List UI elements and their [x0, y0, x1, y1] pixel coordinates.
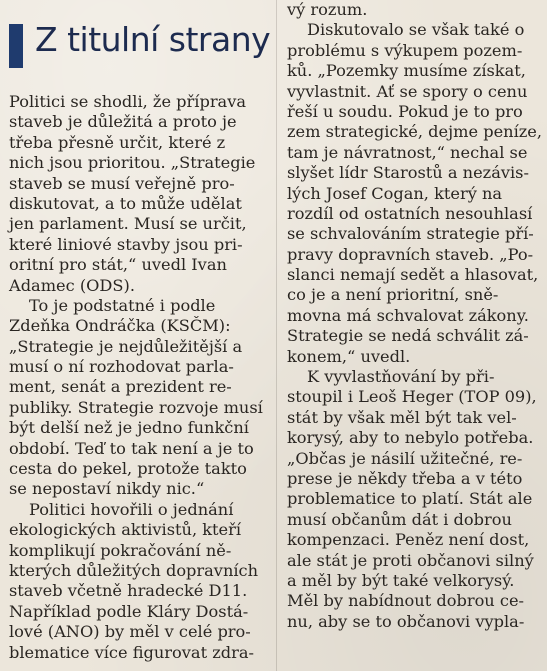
article-line: staveb je důležitá a proto je — [9, 112, 237, 132]
article-line: nich jsou prioritou. „Strategie — [9, 153, 256, 173]
heading-accent-bar — [9, 24, 23, 68]
article-line: musí občanům dát i dobrou — [287, 509, 512, 529]
article-line: komplikují pokračování ně- — [9, 540, 232, 560]
article-line: ekologických aktivistů, kteří — [9, 520, 242, 540]
article-line: slyšet lídr Starostů a nezávis- — [287, 163, 529, 183]
article-line: vyvlastnit. Ať se spory o cenu — [287, 81, 528, 101]
article-line: Politici hovořili o jednání — [29, 499, 234, 519]
article-line: staveb včetně hradecké D11. — [9, 581, 248, 601]
article-line: publiky. Strategie rozvoje musí — [9, 397, 263, 417]
article-line: třeba přesně určit, které z — [9, 132, 226, 152]
article-line: lové (ANO) by měl v celé pro- — [9, 622, 251, 642]
article-line: tam je návratnost,“ nechal se — [287, 142, 528, 162]
article-line: Adamec (ODS). — [9, 275, 135, 295]
section-title: Z titulní strany — [35, 20, 271, 59]
article-line: kterých důležitých dopravních — [9, 560, 259, 580]
article-line: lých Josef Cogan, který na — [287, 183, 503, 203]
article-line: se schvalováním strategie pří- — [287, 224, 534, 244]
article-line: ale stát je proti občanovi silný — [287, 550, 534, 570]
article-line: Například podle Kláry Dostá- — [9, 601, 249, 621]
article-line: rozdíl od ostatních nesouhlasí — [287, 203, 533, 223]
right-column — [287, 0, 543, 632]
article-line: K vyvlastňování by při- — [307, 367, 495, 387]
article-line: „Strategie je nejdůležitější a — [9, 336, 243, 356]
article-line: problematice to platí. Stát ale — [287, 489, 533, 509]
article-line: konem,“ uvedl. — [287, 346, 411, 366]
article-line: zem strategické, dejme peníze, — [287, 122, 543, 142]
article-line: se nepostaví nikdy nic.“ — [9, 479, 205, 499]
article-line: staveb se musí veřejně pro- — [9, 173, 235, 193]
section-heading — [9, 18, 271, 80]
article-line: Zdeňka Ondráčka (KSČM): — [9, 316, 231, 336]
article-line: prese je někdy třeba a v této — [287, 468, 523, 488]
article-line: řeší u soudu. Pokud je to pro — [287, 101, 523, 121]
article-line: ment, senát a prezident re- — [9, 377, 232, 397]
article-line: Politici se shodli, že příprava — [9, 92, 247, 111]
column-divider — [276, 0, 277, 671]
left-column — [9, 0, 271, 663]
article-line: a měl by být také velkorysý. — [287, 570, 515, 590]
article-line: ků. „Pozemky musíme získat, — [287, 61, 526, 81]
article-line: korysý, aby to nebylo potřeba. — [287, 428, 534, 448]
article-line: období. Teď to tak není a je to — [9, 438, 254, 458]
article-line: jen parlament. Musí se určit, — [9, 214, 247, 234]
article-line: movna má schvalovat zákony. — [287, 305, 529, 325]
article-line: pravy dopravních staveb. „Po- — [287, 244, 534, 264]
article-line: slanci nemají sedět a hlasovat, — [287, 265, 539, 285]
article-line: blematice více figurovat zdra- — [9, 642, 254, 662]
article-line: To je podstatné i podle — [29, 295, 216, 315]
article-line: být delší než je jedno funkční — [9, 418, 249, 438]
article-line: nu, aby se to občanovi vypla- — [287, 611, 525, 631]
article-line: vý rozum. — [287, 0, 368, 19]
article-line: diskutovat, a to může udělat — [9, 193, 242, 213]
article-line: stát by však měl být tak vel- — [287, 407, 517, 427]
article-line: kompenzaci. Peněz není dost, — [287, 530, 530, 550]
left-column-text — [9, 92, 267, 663]
article-line: oritní pro stát,“ uvedl Ivan — [9, 255, 227, 275]
article-line: Diskutovalo se však také o — [307, 20, 525, 40]
article-line: stoupil i Leoš Heger (TOP 09), — [287, 387, 537, 407]
article-line: musí o ní rozhodovat parla- — [9, 357, 234, 377]
article-line: cesta do pekel, protože takto — [9, 459, 247, 479]
article-line: Měl by nabídnout dobrou ce- — [287, 591, 524, 611]
article-line: které liniové stavby jsou pri- — [9, 234, 243, 254]
article-line: problému s výkupem pozem- — [287, 40, 523, 60]
article-line: co je a není prioritní, sně- — [287, 285, 499, 305]
article-line: „Občas je násilí užitečné, re- — [287, 448, 523, 468]
right-column-text — [287, 0, 543, 632]
article-line: Strategie se nedá schválit zá- — [287, 326, 529, 346]
